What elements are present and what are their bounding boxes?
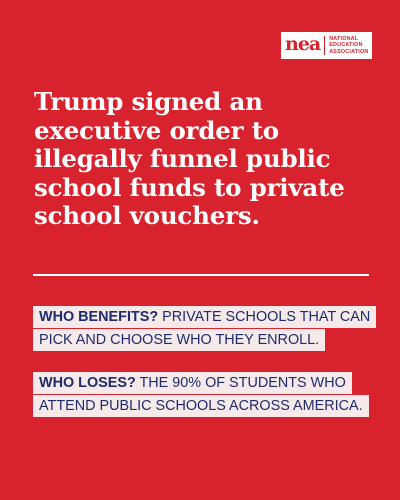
logo-divider — [324, 36, 325, 55]
logo-wordmark — [329, 36, 368, 55]
headline: Trump signed an executive order to illegally funnel public school funds to private school vouchers. — [34, 87, 345, 230]
logo-line-1: NATIONAL — [329, 35, 359, 42]
callout-lead: WHO LOSES? — [39, 375, 136, 391]
callout-text: PRIVATE SCHOOLS THAT CAN PICK AND CHOOSE WHO THEY ENROLL. — [39, 309, 371, 348]
divider-rule — [33, 274, 369, 276]
nea-logo — [281, 32, 372, 59]
callout-who-benefits — [33, 306, 373, 352]
callout-highlight — [33, 306, 376, 351]
callout-who-loses — [33, 372, 373, 418]
logo-line-2: EDUCATION — [329, 42, 363, 49]
callout-lead: WHO BENEFITS? — [39, 309, 159, 325]
logo-line-3: ASSOCIATION — [329, 48, 369, 55]
callout-highlight — [33, 372, 369, 417]
callout-text: THE 90% OF STUDENTS WHO ATTEND PUBLIC SCHOOLS ACROSS AMERICA. — [39, 375, 363, 414]
logo-mark: nea — [285, 33, 321, 55]
